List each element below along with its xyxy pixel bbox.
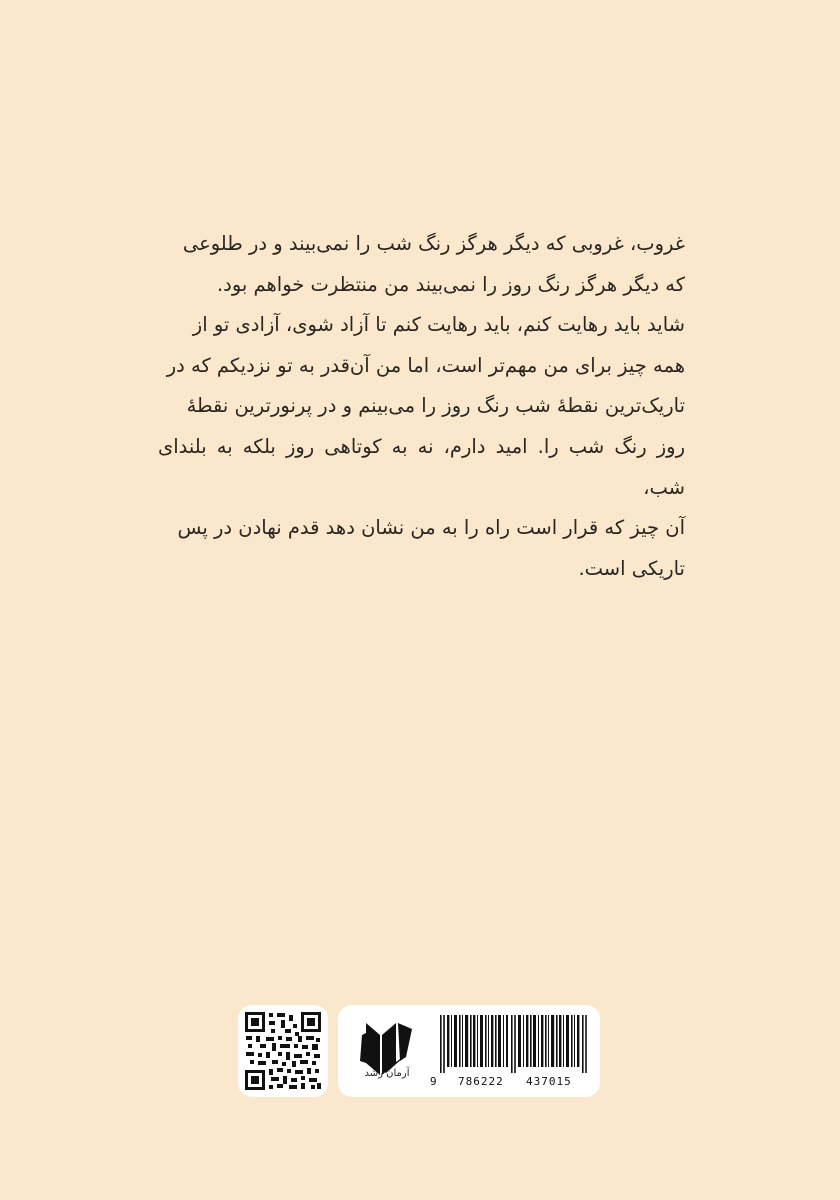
blurb-line: غروب، غروبی که دیگر هرگز رنگ شب را نمی‌بیند و در طلوعی [182,232,685,255]
barcode-digits-right: 437015 [526,1075,572,1088]
blurb-line: تاریک‌ترین نقطهٔ شب رنگ روز را می‌بینم و در پرنورترین نقطهٔ [186,394,685,418]
publisher-name: آرمان رشد [364,1068,410,1079]
qr-code-icon [244,1011,322,1091]
blurb-line: روز رنگ شب را. امید دارم، نه به کوتاهی روز بلکه به بلندای شب، [158,434,685,499]
blurb-line: تاریکی است. [578,556,685,580]
publisher-barcode-panel [338,1005,600,1097]
barcode-digits-left: 786222 [458,1075,504,1088]
blurb-line: شاید باید رهایت کنم، باید رهایت کنم تا آزاد شوی، آزادی تو از [192,313,685,337]
blurb-line: آن چیز که قرار است راه را به من نشان دهد قدم نهادن در پس [177,516,685,540]
blurb-line: که دیگر هرگز رنگ روز را نمی‌بیند من منتظرت خواهم بود. [216,272,685,296]
barcode-digit-prefix: 9 [430,1075,437,1088]
barcode-icon [440,1015,592,1073]
blurb-text [158,224,685,589]
qr-code-panel [238,1005,328,1097]
blurb-line: همه چیز برای من مهم‌تر است، اما من آن‌قدر به تو نزدیکم که در [166,353,685,377]
